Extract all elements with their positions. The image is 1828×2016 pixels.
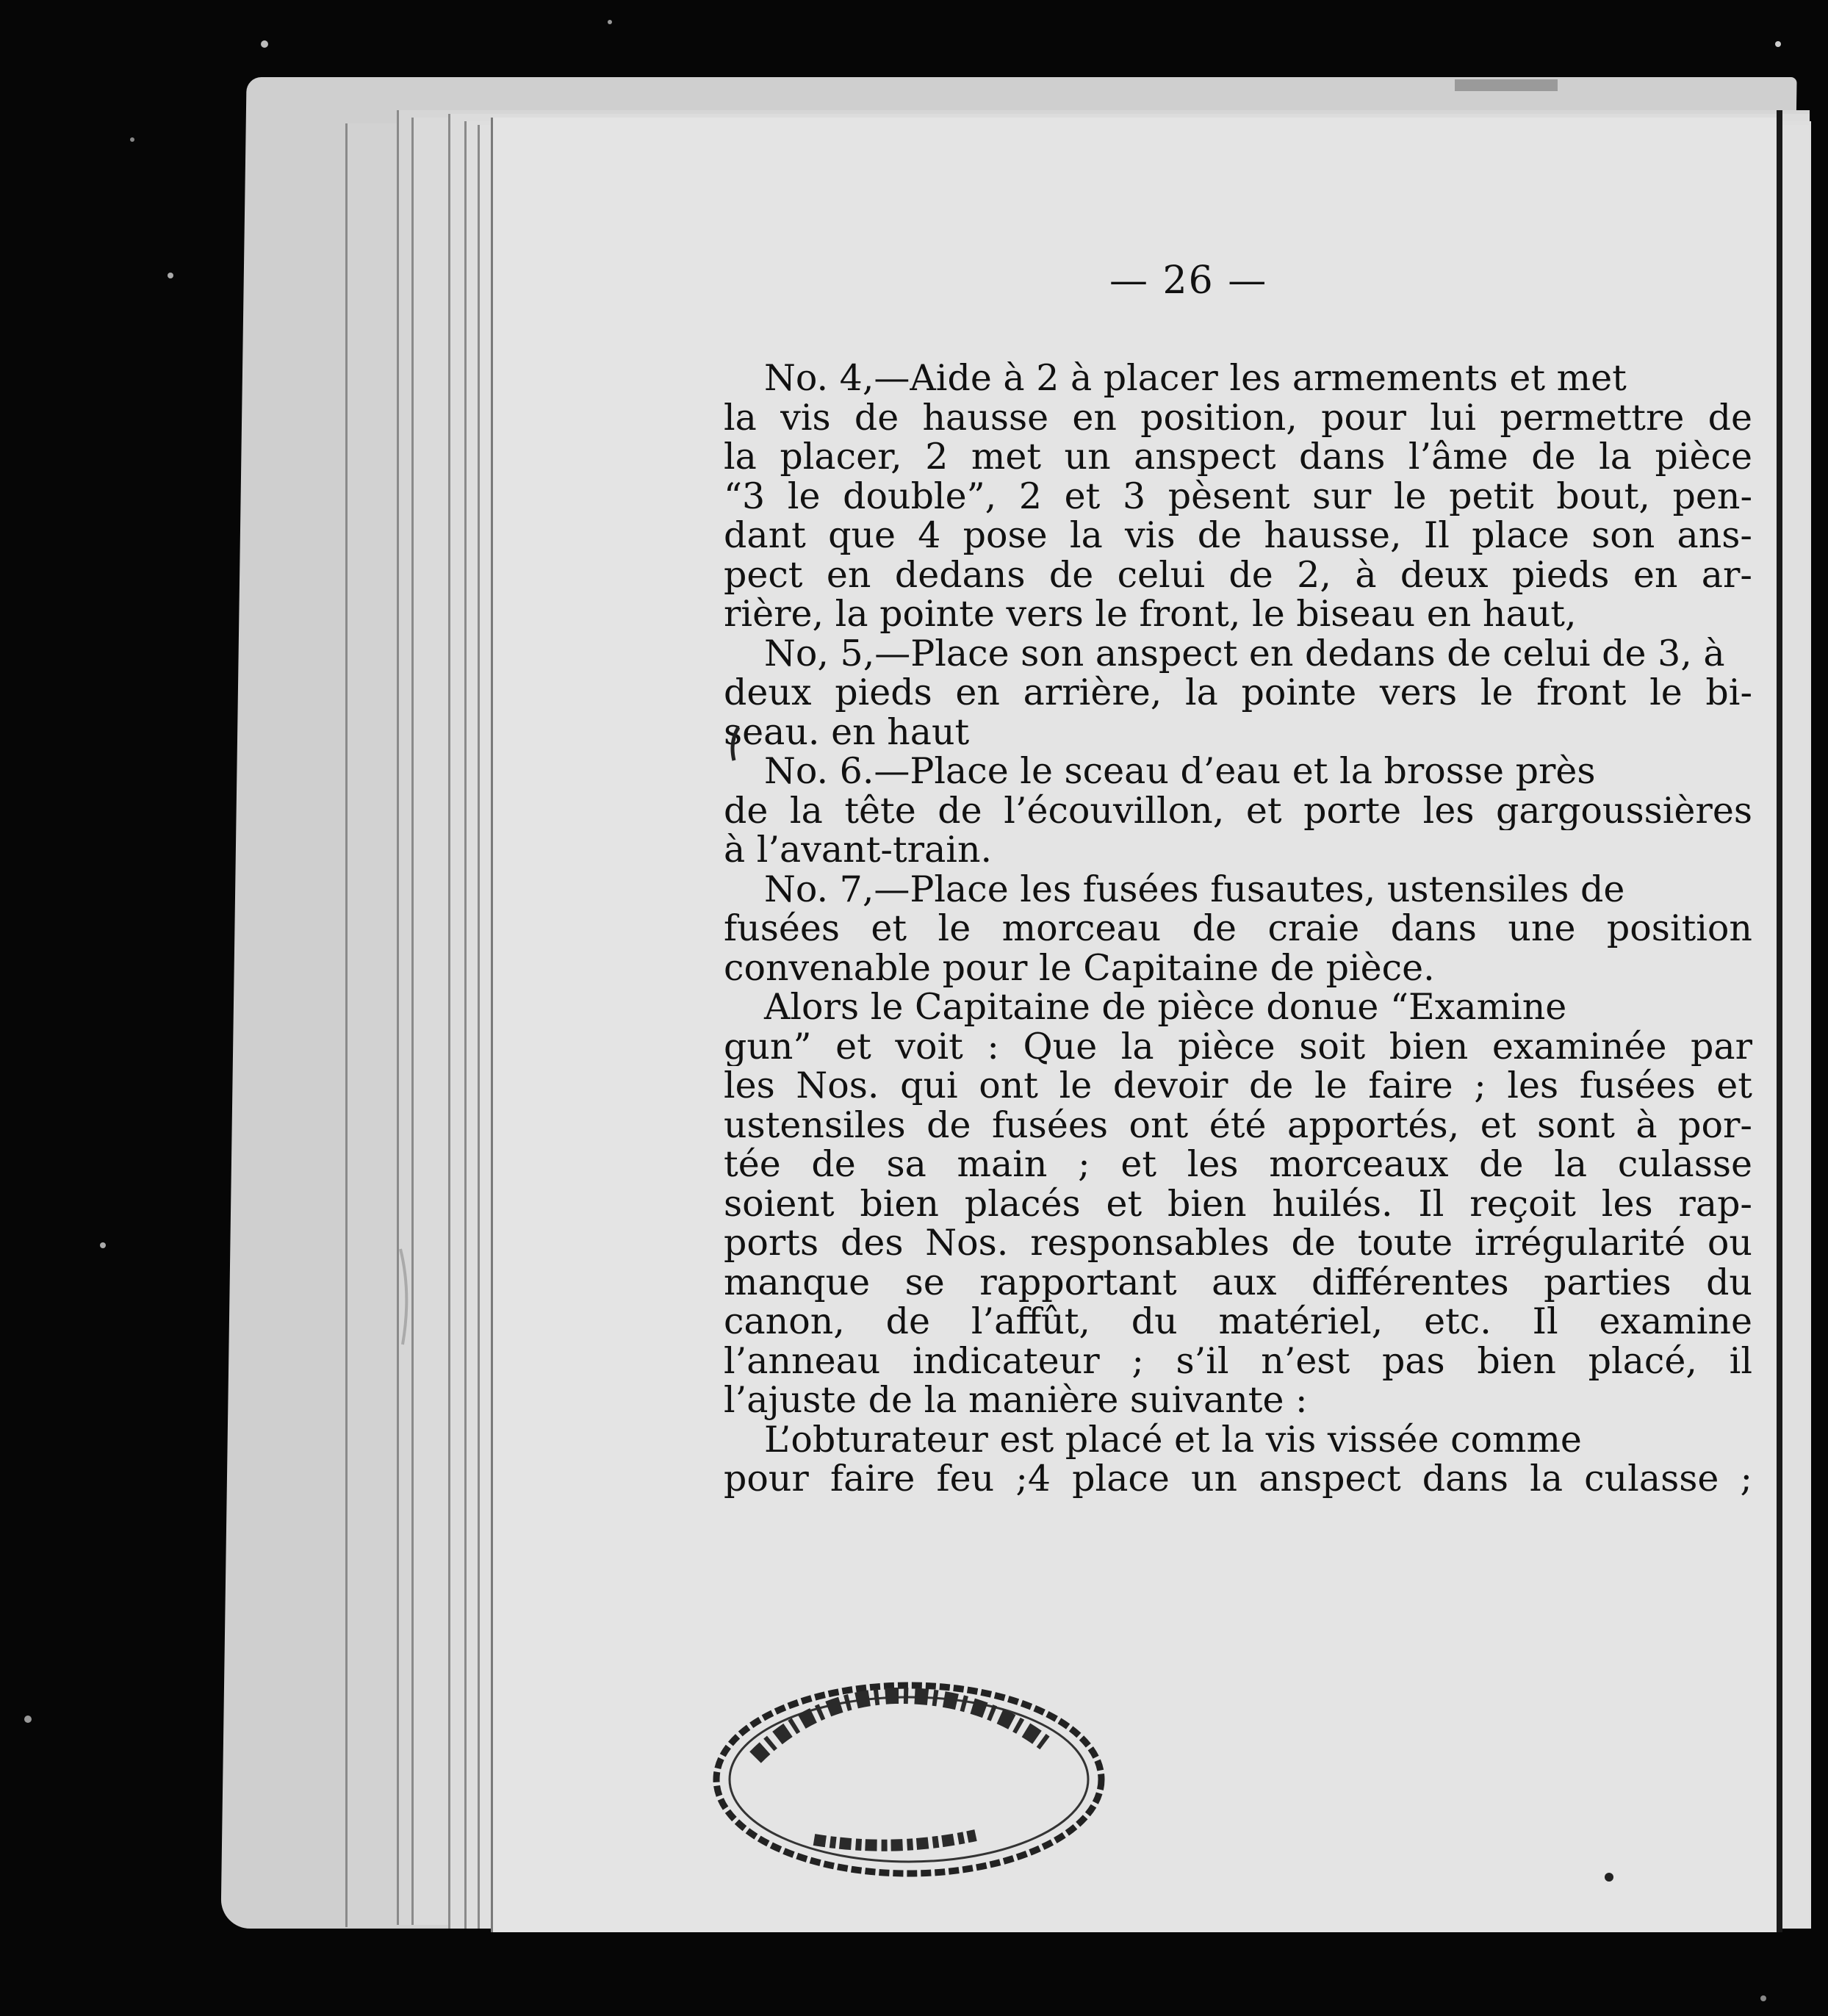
text-line: deux pieds en arrière, la pointe vers le front le bi-: [724, 673, 1752, 713]
text-line: No. 6.—Place le sceau d’eau et la brosse près: [764, 750, 1596, 792]
text-line: convenable pour le Capitaine de pièce.: [724, 946, 1435, 989]
text-line: canon, de l’affût, du matériel, etc. Il examine: [724, 1302, 1752, 1342]
text-line: gun” et voit : Que la pièce soit bien examinée par: [724, 1026, 1752, 1066]
library-stamp-icon: [704, 1669, 1114, 1886]
text-line: “3 le double”, 2 et 3 pèsent sur le petit bout, pen-: [724, 476, 1752, 516]
page-number: — 26 —: [1109, 259, 1268, 303]
text-line: la placer, 2 met un anspect dans l’âme de la pièce: [724, 437, 1752, 477]
text-line: L’obturateur est placé et la vis vissée comme: [764, 1418, 1582, 1461]
text-line: dant que 4 pose la vis de hausse, Il place son ans-: [724, 516, 1752, 555]
text-line: l’ajuste de la manière suivante :: [724, 1379, 1308, 1421]
text-line: la vis de hausse en position, pour lui permettre de: [724, 397, 1752, 437]
text-line: Alors le Capitaine de pièce donue “Examine: [764, 986, 1567, 1028]
text-line: à l’avant-train.: [724, 829, 993, 871]
text-line: No. 4,—Aide à 2 à placer les armements et met: [764, 357, 1627, 399]
body-text: [724, 359, 1752, 1499]
text-line: manque se rapportant aux différentes parties du: [724, 1262, 1752, 1302]
text-line: de la tête de l’écouvillon, et porte les gargoussières: [724, 791, 1752, 830]
text-line: les Nos. qui ont le devoir de le faire ; les fusées et: [724, 1066, 1752, 1106]
text-line: tée de sa main ; et les morceaux de la culasse: [724, 1145, 1752, 1184]
text-line: fusées et le morceau de craie dans une position: [724, 909, 1752, 948]
text-line: soient bien placés et bien huilés. Il reçoit les rap-: [724, 1184, 1752, 1223]
text-line: seau. en haut: [724, 710, 970, 753]
text-line: ports des Nos. responsables de toute irrégularité ou: [724, 1223, 1752, 1263]
text-line: rière, la pointe vers le front, le biseau en haut,: [724, 593, 1577, 635]
text-line: No. 7,—Place les fusées fusautes, ustensiles de: [764, 868, 1625, 910]
text-line: pour faire feu ;4 place un anspect dans la culasse ;: [724, 1459, 1752, 1499]
text-line: No, 5,—Place son anspect en dedans de celui de 3, à: [764, 632, 1725, 674]
text-line: pect en dedans de celui de 2, à deux pieds en ar-: [724, 555, 1752, 594]
page-fold-shadow: [1777, 110, 1782, 1932]
text-line: ustensiles de fusées ont été apportés, et sont à por-: [724, 1105, 1752, 1145]
text-line: l’anneau indicateur ; s’il n’est pas bien placé, il: [724, 1341, 1752, 1380]
